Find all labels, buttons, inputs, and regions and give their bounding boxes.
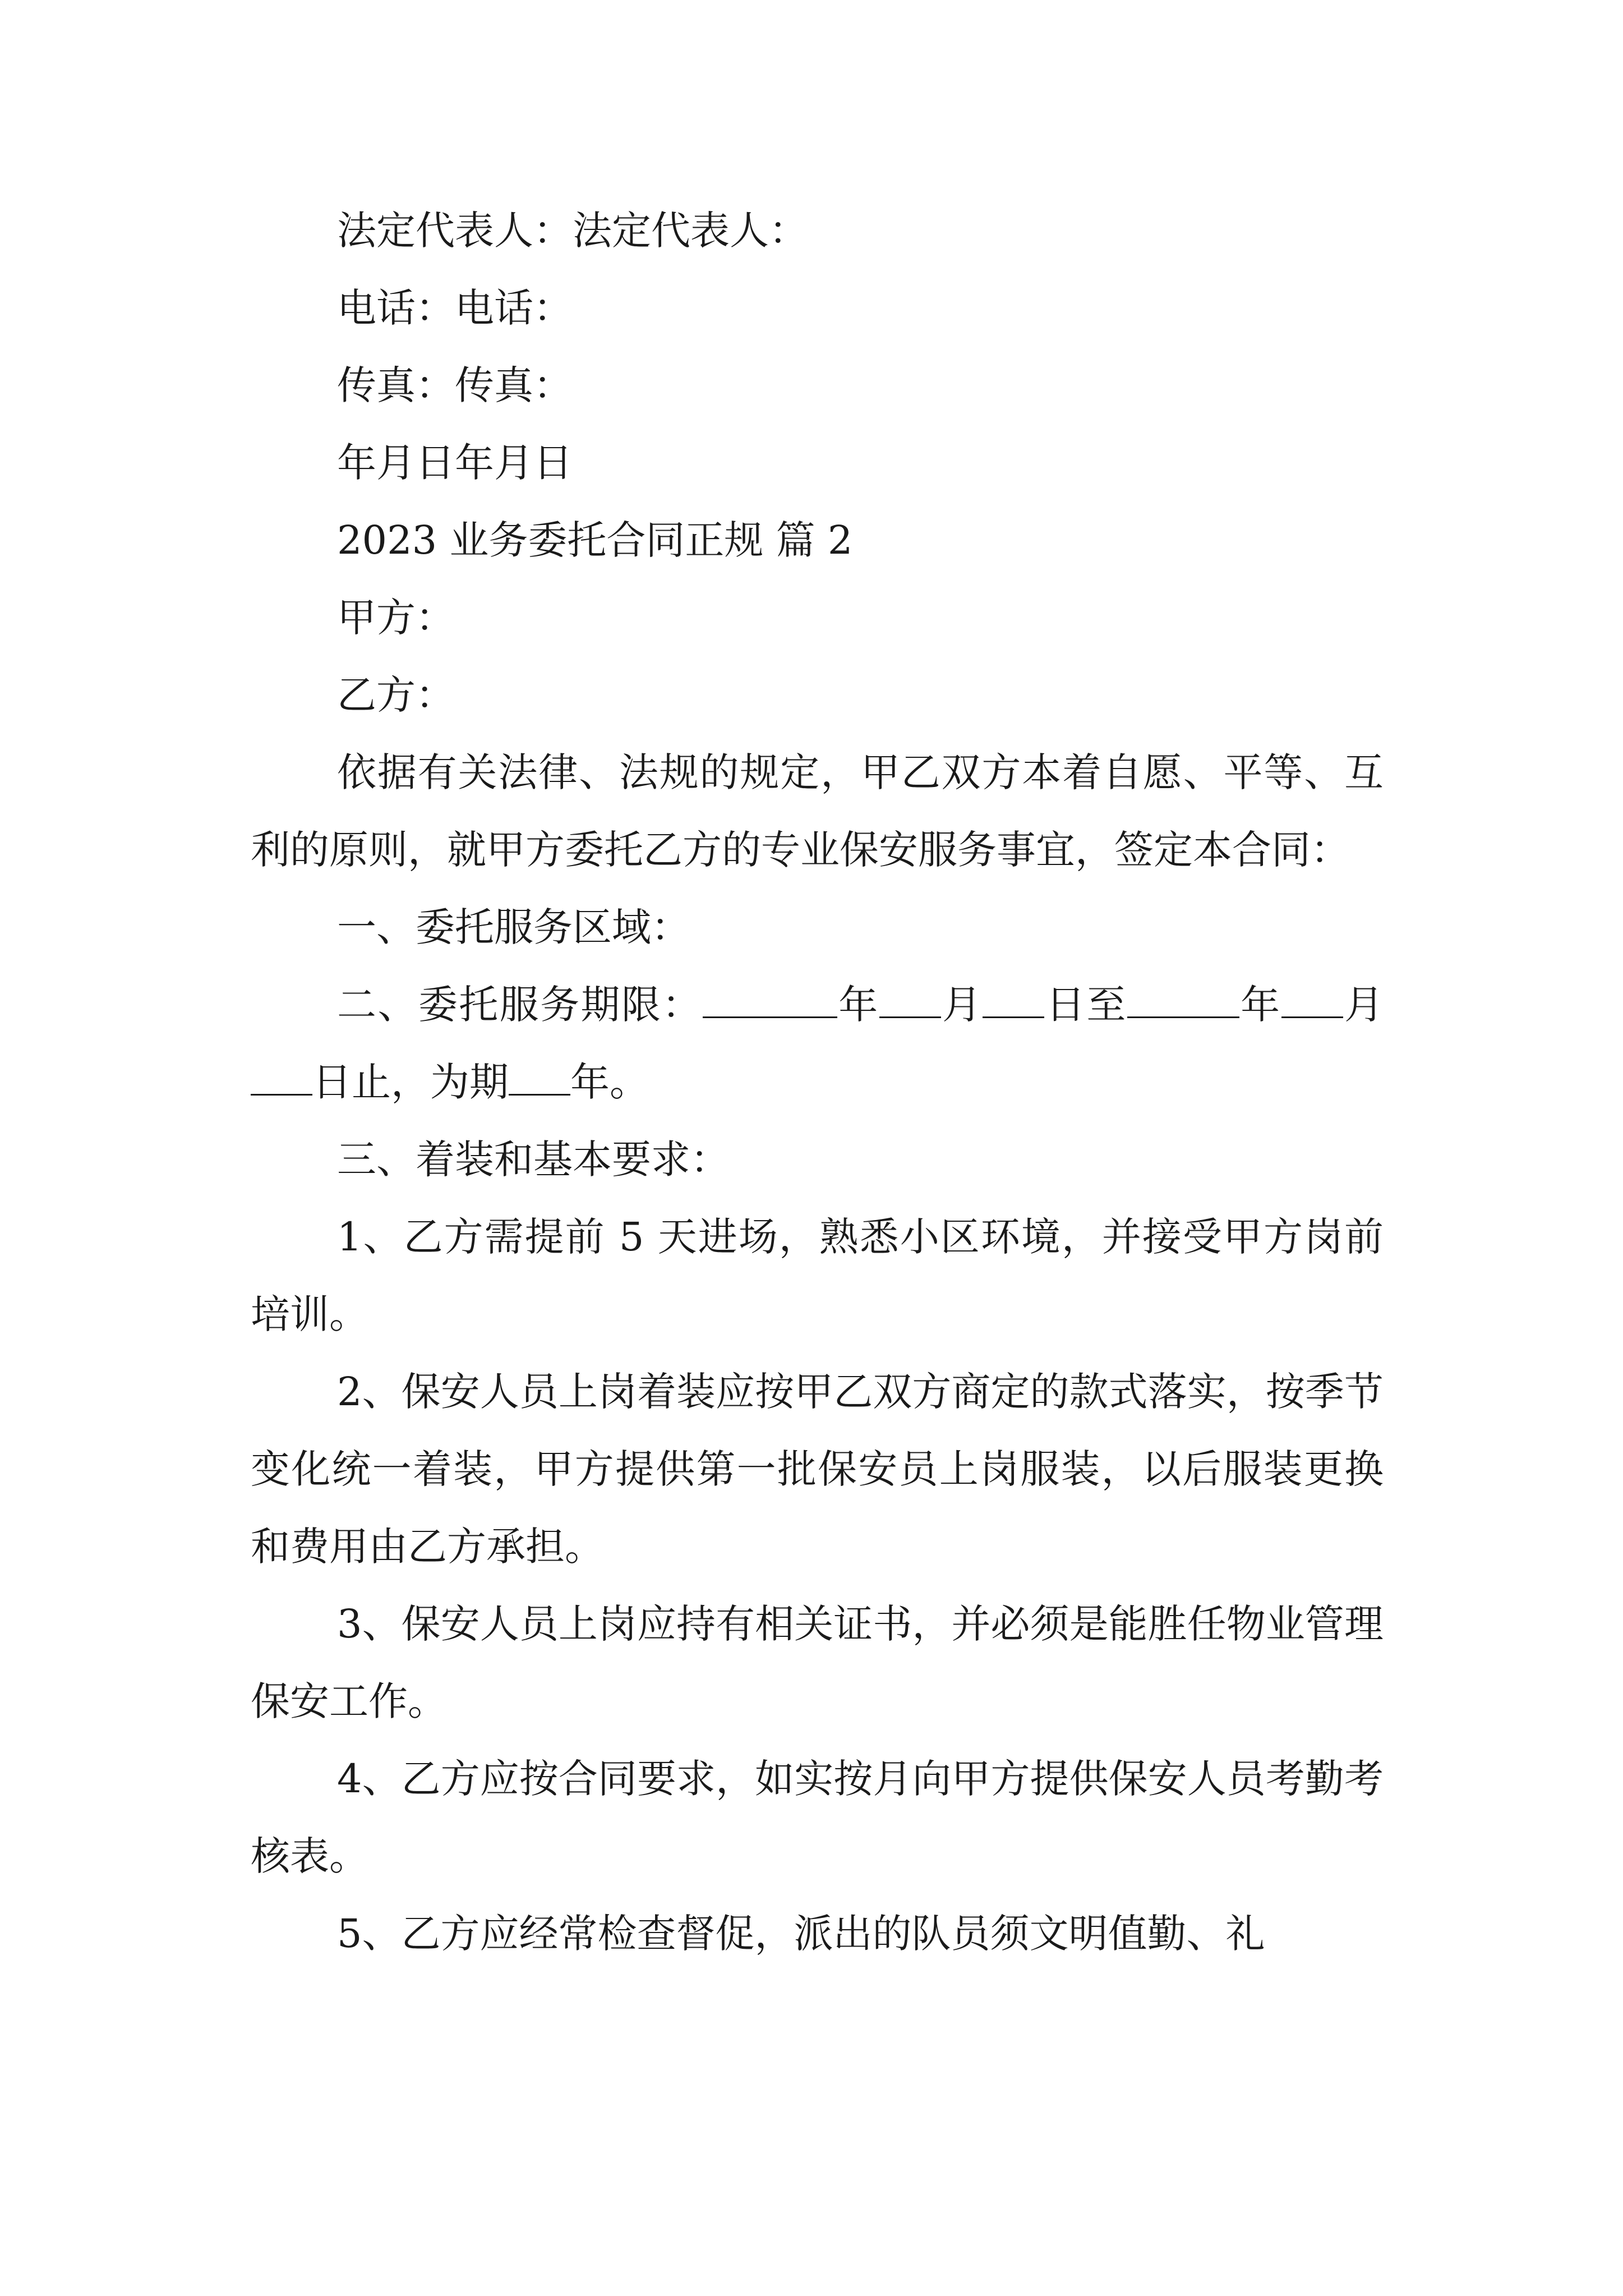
label-month-start: 月	[940, 982, 983, 1028]
fax-line: 传真：传真：	[337, 362, 573, 408]
requirement-2: 2、保安人员上岗着装应按甲乙双方商定的款式落实，按季节变化统一着装，甲方提供第一批保安员上岗服装，以后服装更换和费用由乙方承担。	[251, 1369, 1384, 1570]
phone-line: 电话：电话：	[337, 285, 573, 331]
clause-service-period	[251, 966, 1384, 1121]
blank-month-end	[1281, 981, 1343, 1018]
section-title: 2023 业务委托合同正规 篇 2	[337, 517, 853, 563]
label-day-end: 日止，为期	[312, 1059, 509, 1105]
blank-month-start	[879, 981, 941, 1018]
label-day-to: 日至	[1044, 982, 1127, 1028]
label-month-end: 月	[1343, 982, 1384, 1028]
party-b-line: 乙方：	[337, 672, 455, 718]
blank-duration	[509, 1059, 570, 1096]
blank-day-start	[983, 981, 1044, 1018]
label-year-end: 年	[1239, 982, 1281, 1028]
requirement-1: 1、乙方需提前 5 天进场，熟悉小区环境，并接受甲方岗前培训。	[251, 1214, 1384, 1337]
blank-day-end	[251, 1059, 312, 1096]
clause-dress-requirements: 三、着装和基本要求：	[337, 1137, 730, 1182]
party-a-line: 甲方：	[337, 595, 455, 641]
intro-paragraph: 依据有关法律、法规的规定，甲乙双方本着自愿、平等、互利的原则，就甲方委托乙方的专业保安服务事宜，签定本合同：	[251, 749, 1384, 873]
requirement-3: 3、保安人员上岗应持有相关证书，并必须是能胜任物业管理保安工作。	[251, 1601, 1384, 1724]
date-line: 年月日年月日	[337, 440, 573, 486]
document-body	[251, 192, 1384, 1972]
blank-year-end	[1127, 981, 1239, 1018]
clause-period-prefix: 二、委托服务期限：	[337, 982, 703, 1028]
label-year-start: 年	[837, 982, 879, 1028]
requirement-5: 5、乙方应经常检查督促，派出的队员须文明值勤、礼	[337, 1911, 1265, 1957]
legal-rep-line: 法定代表人：法定代表人：	[337, 208, 808, 254]
clause-service-area: 一、委托服务区域：	[337, 904, 690, 950]
label-year-suffix: 年。	[570, 1059, 649, 1105]
requirement-4: 4、乙方应按合同要求，如实按月向甲方提供保安人员考勤考核表。	[251, 1756, 1384, 1879]
blank-year-start	[703, 981, 837, 1018]
